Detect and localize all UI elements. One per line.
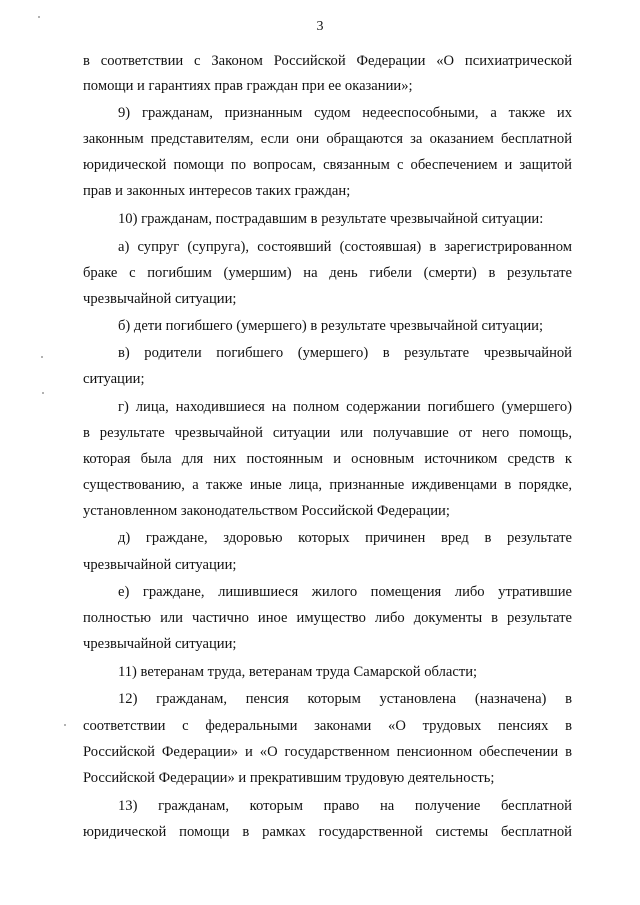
text-line: 9) гражданам, признанным судом недееспособными, а также их [118, 105, 572, 121]
text-line: чрезвычайной ситуации; [83, 636, 237, 652]
text-line: 13) гражданам, которым право на получение бесплатной [118, 798, 572, 814]
text-line: соответствии с федеральными законами «О трудовых пенсиях в [83, 718, 572, 734]
text-line: Российской Федерации» и прекратившим трудовую деятельность; [83, 770, 495, 786]
scan-artifact-mark [42, 392, 44, 394]
text-line: прав и законных интересов таких граждан; [83, 183, 351, 199]
text-line: а) супруг (супруга), состоявший (состоявшая) в зарегистрированном [118, 239, 572, 255]
text-line: 10) гражданам, пострадавшим в результате чрезвычайной ситуации: [118, 211, 544, 227]
text-line: чрезвычайной ситуации; [83, 557, 237, 573]
text-line: чрезвычайной ситуации; [83, 291, 237, 307]
text-line: юридической помощи по вопросам, связанным с обеспечением и защитой [83, 157, 572, 173]
text-line: в соответствии с Законом Российской Федерации «О психиатрической [83, 53, 572, 69]
text-line: ситуации; [83, 371, 145, 387]
text-line: браке с погибшим (умершим) на день гибели (смерти) в результате [83, 265, 572, 281]
scan-artifact-mark [64, 724, 66, 726]
text-line: существованию, а также иные лица, признанные иждивенцами в порядке, [83, 477, 572, 493]
text-line: юридической помощи в рамках государственной системы бесплатной [83, 824, 572, 840]
text-line: полностью или частично иное имущество либо документы в результате [83, 610, 572, 626]
text-line: г) лица, находившиеся на полном содержании погибшего (умершего) [118, 399, 572, 415]
text-line: установленном законодательством Российской Федерации; [83, 503, 450, 519]
text-line: которая была для них постоянным и основным источником средств к [83, 451, 572, 467]
text-line: д) гражданe, здоровью которых причинен вред в результате [118, 530, 572, 546]
text-line: б) дети погибшего (умершего) в результате чрезвычайной ситуации; [118, 318, 544, 334]
text-line: 11) ветеранам труда, ветеранам труда Самарской области; [118, 664, 478, 680]
scan-artifact-mark [41, 356, 43, 358]
text-line: помощи и гарантиях прав граждан при ее оказании»; [83, 78, 413, 94]
text-line: Российской Федерации» и «О государственном пенсионном обеспечении в [83, 744, 572, 760]
scan-artifact-mark [38, 16, 40, 18]
page-number: 3 [316, 19, 324, 34]
text-line: в) родители погибшего (умершего) в результате чрезвычайной [118, 345, 572, 361]
text-line: в результате чрезвычайной ситуации или получавшие от него помощь, [83, 425, 572, 441]
text-line: законным представителям, если они обращаются за оказанием бесплатной [83, 131, 572, 147]
text-line: 12) гражданам, пенсия которым установлена (назначена) в [118, 691, 572, 707]
text-line: е) граждане, лишившиеся жилого помещения либо утратившие [118, 584, 572, 600]
